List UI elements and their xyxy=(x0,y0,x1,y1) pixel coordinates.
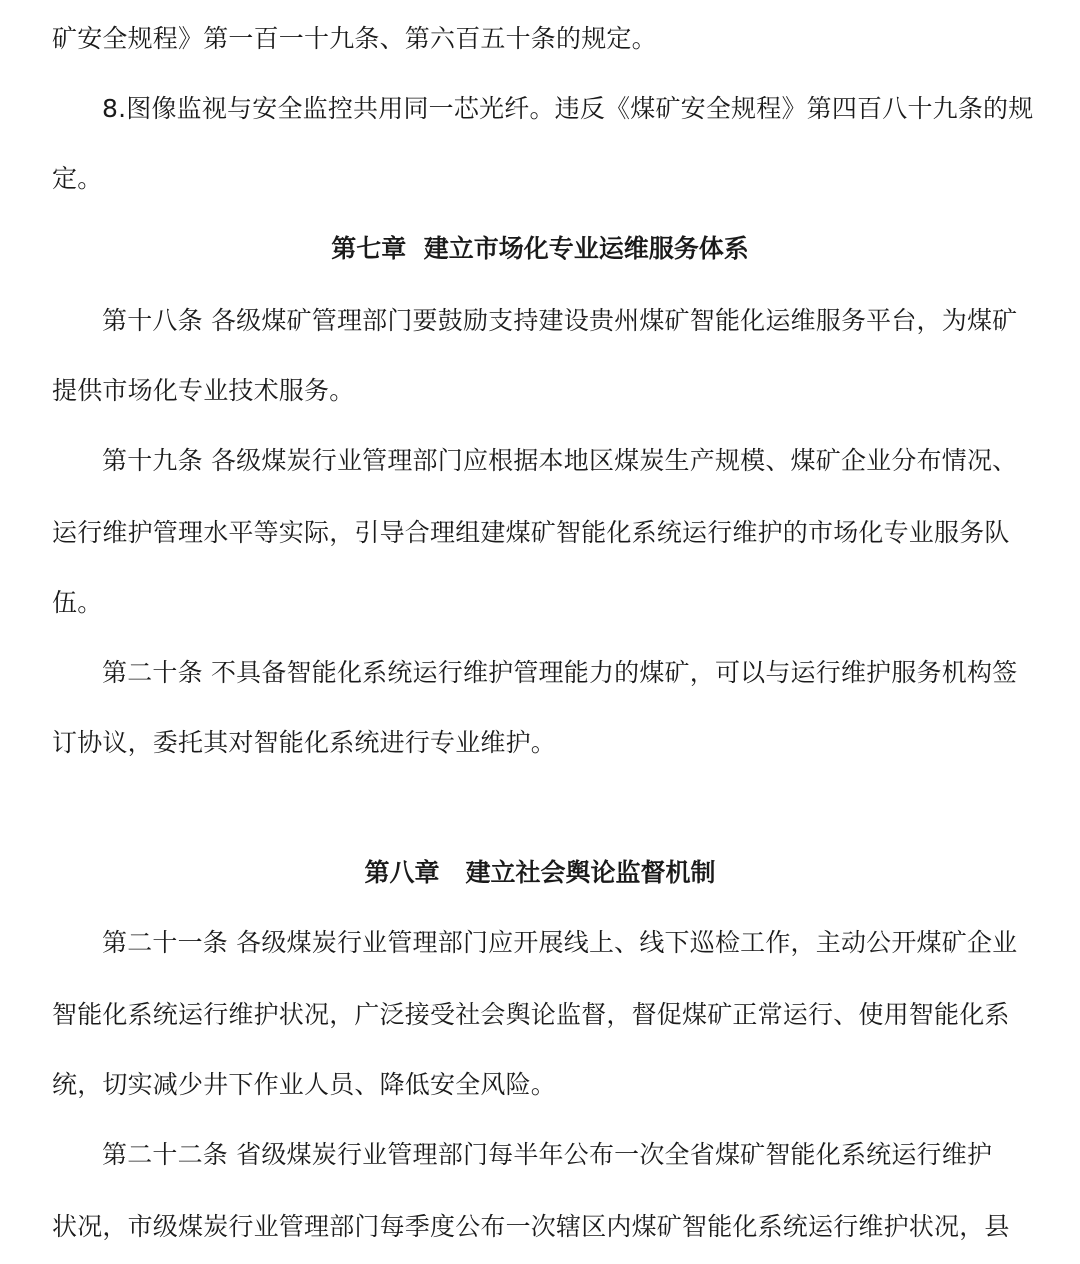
article-22-line-2: 状况，市级煤炭行业管理部门每季度公布一次辖区内煤矿智能化系统运行维护状况，县 xyxy=(52,1212,1010,1241)
article-20-line-1: 第二十条 不具备智能化系统运行维护管理能力的煤矿，可以与运行维护服务机构签 xyxy=(102,658,1018,687)
article-18-line-1: 第十八条 各级煤矿管理部门要鼓励支持建设贵州煤矿智能化运维服务平台，为煤矿 xyxy=(102,306,1018,335)
article-21-line-2: 智能化系统运行维护状况，广泛接受社会舆论监督，督促煤矿正常运行、使用智能化系 xyxy=(52,1000,1010,1029)
article-19-line-3: 伍。 xyxy=(52,588,103,617)
item-8-line-1: 8.图像监视与安全监控共用同一芯光纤。违反《煤矿安全规程》第四百八十九条的规 xyxy=(102,94,1034,123)
article-21-line-1: 第二十一条 各级煤炭行业管理部门应开展线上、线下巡检工作，主动公开煤矿企业 xyxy=(102,928,1018,957)
chapter-7-heading: 第七章 建立市场化专业运维服务体系 xyxy=(331,234,749,263)
chapter-8-heading: 第八章 建立社会舆论监督机制 xyxy=(364,858,716,887)
article-19-line-2: 运行维护管理水平等实际，引导合理组建煤矿智能化系统运行维护的市场化专业服务队 xyxy=(52,518,1010,547)
article-20-line-2: 订协议，委托其对智能化系统进行专业维护。 xyxy=(52,728,557,757)
article-21-line-3: 统，切实减少井下作业人员、降低安全风险。 xyxy=(52,1070,557,1099)
item-8-line-2: 定。 xyxy=(52,164,103,193)
article-19-line-1: 第十九条 各级煤炭行业管理部门应根据本地区煤炭生产规模、煤矿企业分布情况、 xyxy=(102,446,1018,475)
article-18-line-2: 提供市场化专业技术服务。 xyxy=(52,376,355,405)
article-22-line-1: 第二十二条 省级煤炭行业管理部门每半年公布一次全省煤矿智能化系统运行维护 xyxy=(102,1140,993,1169)
paragraph-continuation-line: 矿安全规程》第一百一十九条、第六百五十条的规定。 xyxy=(52,24,657,53)
